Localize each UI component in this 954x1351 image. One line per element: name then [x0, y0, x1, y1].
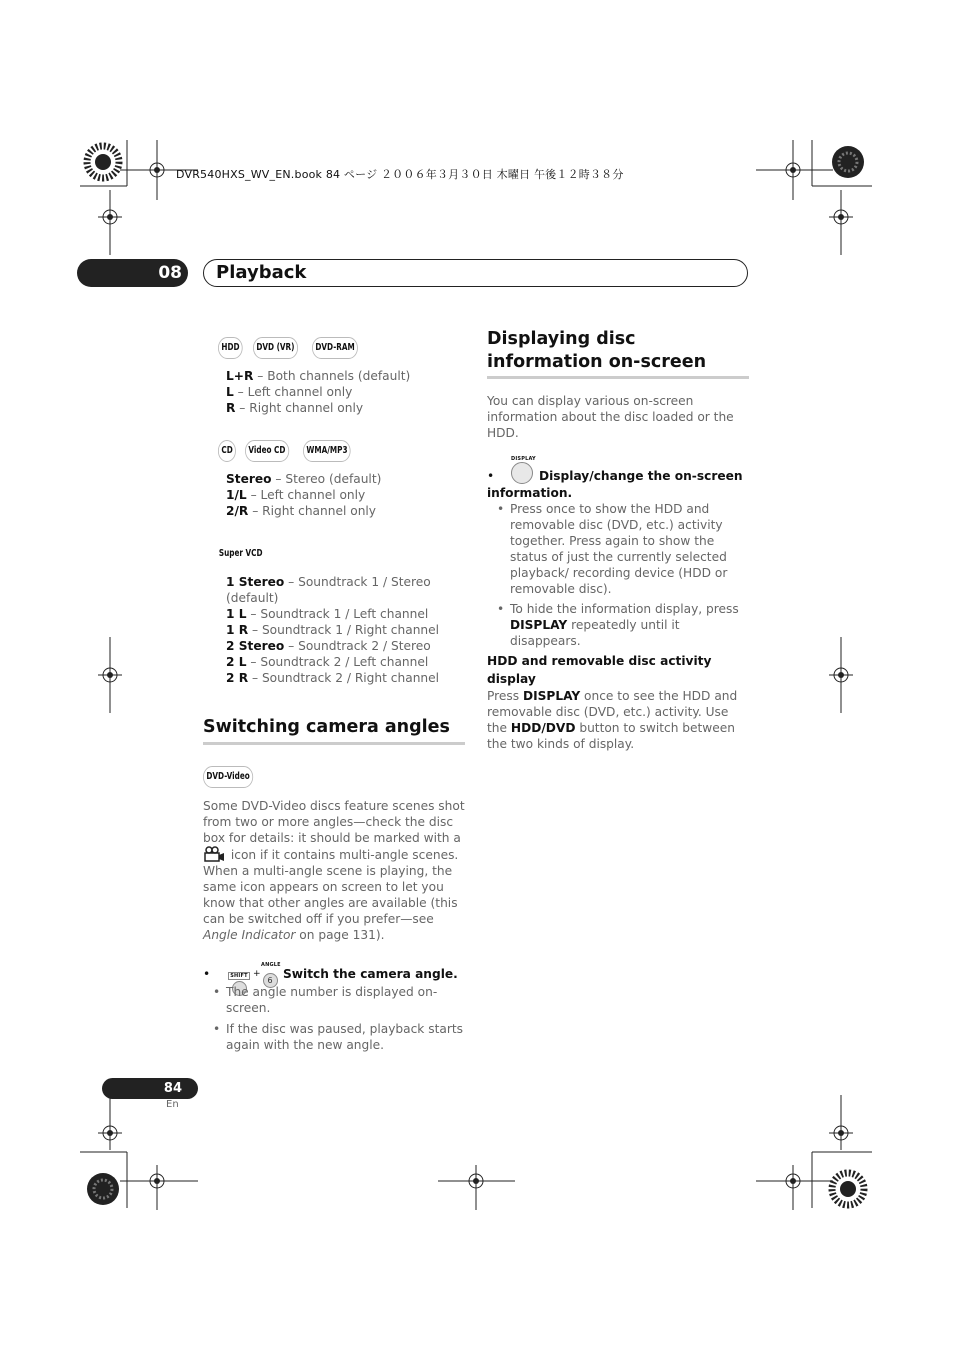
angle-label: ANGLE — [261, 962, 281, 968]
option-line: L+R – Both channels (default) — [226, 369, 411, 383]
badge-video-cd: Video CD — [245, 440, 289, 462]
audio-group-svcd — [218, 543, 468, 565]
option-line: 2 Stereo – Soundtrack 2 / Stereo — [226, 639, 431, 653]
note-item: • To hide the information display, press DISPLAY repeatedly until it disappears. — [497, 601, 747, 649]
option-line: 2 L – Soundtrack 2 / Left channel — [226, 655, 429, 669]
display-notes — [497, 501, 747, 649]
audio-options-2 — [226, 471, 466, 519]
audio-options-3 — [226, 574, 464, 686]
badge-dvd-ram: DVD-RAM — [312, 337, 358, 359]
chapter-number-tab — [77, 259, 188, 287]
chapter-title: Playback — [216, 262, 307, 283]
option-line: L – Left channel only — [226, 385, 353, 399]
disc-badges — [218, 337, 468, 359]
display-action: Display/change the on-screen information. — [487, 469, 743, 500]
option-line: R – Right channel only — [226, 401, 364, 415]
print-header: DVR540HXS_WV_EN.book 84 ページ ２００６年３月３０日 木曜日 午後１２時３８分 — [176, 168, 624, 181]
bullet: • — [487, 469, 495, 483]
angle-button-icon: 6 — [263, 973, 278, 988]
note-item: • If the disc was paused, playback starts again with the new angle. — [213, 1021, 465, 1053]
badge-cd: CD — [218, 440, 236, 462]
camera-heading: Switching camera angles — [203, 717, 450, 737]
badge-dvd-vr: DVD (VR) — [253, 337, 298, 359]
shift-label: SHIFT — [230, 973, 248, 979]
note-item: • The angle number is displayed on-screen. — [213, 984, 465, 1016]
display-intro: You can display various on-screen information about the disc loaded or the HDD. — [487, 394, 734, 440]
chapter-number: 08 — [158, 263, 182, 283]
activity-subheading: HDD and removable disc activity display — [487, 654, 712, 686]
option-line: 2 R – Soundtrack 2 / Right channel — [226, 671, 440, 685]
heading-rule — [487, 376, 749, 379]
audio-options-1 — [226, 368, 466, 416]
camera-disc-badges — [203, 766, 262, 788]
page-language: En — [166, 1099, 179, 1110]
camera-paragraph: Some DVD-Video discs feature scenes shot from two or more angles—check the disc box for details: it should be marked with a icon if it contains multi-angle scenes. When a multi-angle scene is playing, the same icon appears on screen to let you know that other angles are available (this can be switched off if you prefer—see Angle Indicator on page 131). — [203, 799, 465, 942]
badge-hdd: HDD — [218, 337, 243, 359]
bullet: • — [203, 967, 211, 981]
page-number: 84 — [163, 1081, 182, 1096]
multi-angle-icon — [203, 846, 225, 862]
badge-wma-mp3: WMA/MP3 — [303, 440, 351, 462]
chapter-title-bar — [203, 259, 748, 287]
heading-rule — [203, 742, 465, 745]
audio-group-hdd-dvd — [218, 337, 468, 359]
badge-dvd-video: DVD-Video — [203, 766, 253, 788]
audio-group-cd — [218, 440, 468, 462]
display-button-label: DISPLAY — [511, 456, 536, 462]
option-line: 2/R – Right channel only — [226, 504, 377, 518]
badge-super-vcd: Super VCD — [218, 548, 263, 559]
option-line: 1/L – Left channel only — [226, 488, 366, 502]
disc-badges — [218, 543, 468, 565]
option-line: 1 Stereo – Soundtrack 1 / Stereo (default) — [226, 575, 431, 605]
option-line: Stereo – Stereo (default) — [226, 472, 382, 486]
note-item: • Press once to show the HDD and removable disc (DVD, etc.) activity together. Press again to show the status of just the currently selected playback/ recording device (HDD or removable disc). — [497, 501, 747, 597]
camera-action: Switch the camera angle. — [283, 967, 458, 981]
plus-sign: + — [253, 969, 261, 979]
page-number-tab — [102, 1078, 198, 1099]
camera-notes — [213, 984, 465, 1053]
display-heading: Displaying disc information on-screen — [487, 329, 707, 372]
option-line: 1 R – Soundtrack 1 / Right channel — [226, 623, 440, 637]
option-line: 1 L – Soundtrack 1 / Left channel — [226, 607, 429, 621]
disc-badges — [218, 440, 468, 462]
activity-paragraph: Press DISPLAY once to see the HDD and removable disc (DVD, etc.) activity. Use the HDD/DVD button to switch between the two kinds of display. — [487, 689, 738, 751]
